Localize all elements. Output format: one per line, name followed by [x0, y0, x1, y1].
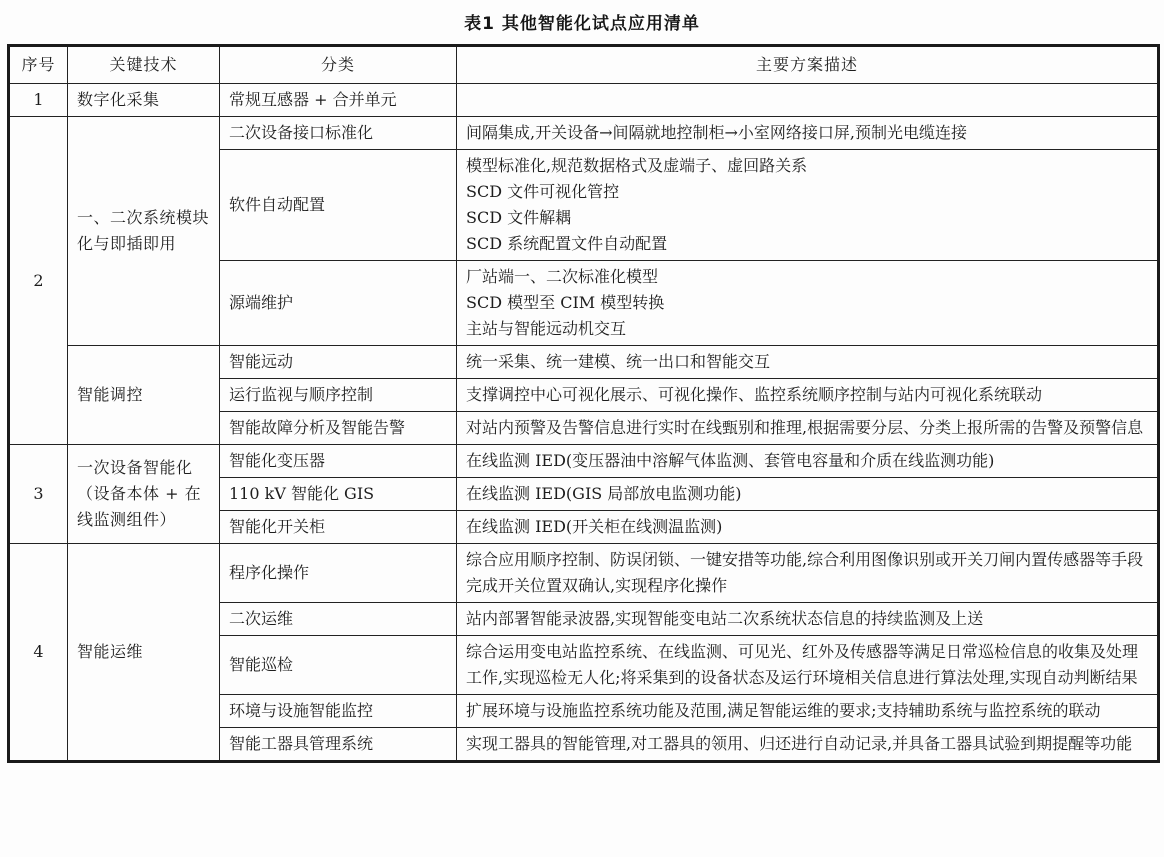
key-technology-cell: 智能调控 [68, 346, 220, 445]
table-title: 表1 其他智能化试点应用清单 [464, 14, 700, 34]
category-cell: 智能巡检 [220, 636, 457, 695]
category-cell: 智能远动 [220, 346, 457, 379]
description-line: 厂站端一、二次标准化模型 [466, 267, 659, 286]
category-cell: 智能化变压器 [220, 445, 457, 478]
description-line: SCD 文件解耦 [466, 208, 572, 227]
description-line: 支撑调控中心可视化展示、可视化操作、监控系统顺序控制与站内可视化系统联动 [466, 385, 1043, 404]
category-cell: 运行监视与顺序控制 [220, 379, 457, 412]
description-cell [457, 150, 1159, 261]
description-cell [457, 728, 1159, 762]
header-key-technology: 关键技术 [68, 46, 220, 84]
description-cell [457, 603, 1159, 636]
description-cell [457, 695, 1159, 728]
description-cell [457, 511, 1159, 544]
description-cell [457, 346, 1159, 379]
description-cell [457, 544, 1159, 603]
table-row [9, 346, 1159, 379]
serial-number-cell: 3 [9, 445, 68, 544]
key-technology-cell: 一次设备智能化（设备本体 + 在线监测组件） [68, 445, 220, 544]
serial-number-cell: 2 [9, 117, 68, 445]
description-cell [457, 261, 1159, 346]
description-line: 主站与智能远动机交互 [466, 319, 627, 338]
serial-number-cell: 4 [9, 544, 68, 762]
key-technology-cell: 智能运维 [68, 544, 220, 762]
table-header [9, 46, 1159, 84]
description-cell [457, 478, 1159, 511]
description-line: 统一采集、统一建模、统一出口和智能交互 [466, 352, 771, 371]
header-description: 主要方案描述 [457, 46, 1159, 84]
description-line: 综合运用变电站监控系统、在线监测、可见光、红外及传感器等满足日常巡检信息的收集及处理工作,实现巡检无人化;将采集到的设备状态及运行环境相关信息进行算法处理,实现自动判断结果 [466, 642, 1139, 687]
category-cell: 智能化开关柜 [220, 511, 457, 544]
category-cell: 二次运维 [220, 603, 457, 636]
description-cell [457, 117, 1159, 150]
category-cell: 智能故障分析及智能告警 [220, 412, 457, 445]
key-technology-cell: 数字化采集 [68, 84, 220, 117]
category-cell: 110 kV 智能化 GIS [220, 478, 457, 511]
description-cell [457, 84, 1159, 117]
table-row [9, 445, 1159, 478]
description-line: 实现工器具的智能管理,对工器具的领用、归还进行自动记录,并具备工器具试验到期提醒等功能 [466, 734, 1133, 753]
description-line: 在线监测 IED(GIS 局部放电监测功能) [466, 484, 742, 503]
pilot-applications-table [7, 44, 1160, 763]
description-cell [457, 445, 1159, 478]
category-cell: 软件自动配置 [220, 150, 457, 261]
description-line: 模型标准化,规范数据格式及虚端子、虚回路关系 [466, 156, 808, 175]
description-line: 对站内预警及告警信息进行实时在线甄别和推理,根据需要分层、分类上报所需的告警及预警信息 [466, 418, 1144, 437]
key-technology-cell: 一、二次系统模块化与即插即用 [68, 117, 220, 346]
category-cell: 源端维护 [220, 261, 457, 346]
category-cell: 常规互感器 + 合并单元 [220, 84, 457, 117]
description-line: 综合应用顺序控制、防误闭锁、一键安措等功能,综合利用图像识别或开关刀闸内置传感器等手段完成开关位置双确认,实现程序化操作 [466, 550, 1144, 595]
description-line: SCD 模型至 CIM 模型转换 [466, 293, 665, 312]
description-line: SCD 系统配置文件自动配置 [466, 234, 668, 253]
description-cell [457, 636, 1159, 695]
serial-number-cell: 1 [9, 84, 68, 117]
category-cell: 程序化操作 [220, 544, 457, 603]
description-line [466, 87, 1148, 113]
category-cell: 二次设备接口标准化 [220, 117, 457, 150]
header-serial-number: 序号 [9, 46, 68, 84]
table-row [9, 544, 1159, 603]
description-line: 扩展环境与设施监控系统功能及范围,满足智能运维的要求;支持辅助系统与监控系统的联动 [466, 701, 1101, 720]
description-line: 站内部署智能录波器,实现智能变电站二次系统状态信息的持续监测及上送 [466, 609, 984, 628]
table-body [9, 84, 1159, 762]
table-row [9, 117, 1159, 150]
category-cell: 环境与设施智能监控 [220, 695, 457, 728]
description-line: 间隔集成,开关设备→间隔就地控制柜→小室网络接口屏,预制光电缆连接 [466, 123, 967, 142]
category-cell: 智能工器具管理系统 [220, 728, 457, 762]
description-cell [457, 412, 1159, 445]
table-row [9, 84, 1159, 117]
description-line: SCD 文件可视化管控 [466, 182, 620, 201]
header-row [9, 46, 1159, 84]
header-category: 分类 [220, 46, 457, 84]
description-cell [457, 379, 1159, 412]
description-line: 在线监测 IED(变压器油中溶解气体监测、套管电容量和介质在线监测功能) [466, 451, 995, 470]
description-line: 在线监测 IED(开关柜在线测温监测) [466, 517, 723, 536]
